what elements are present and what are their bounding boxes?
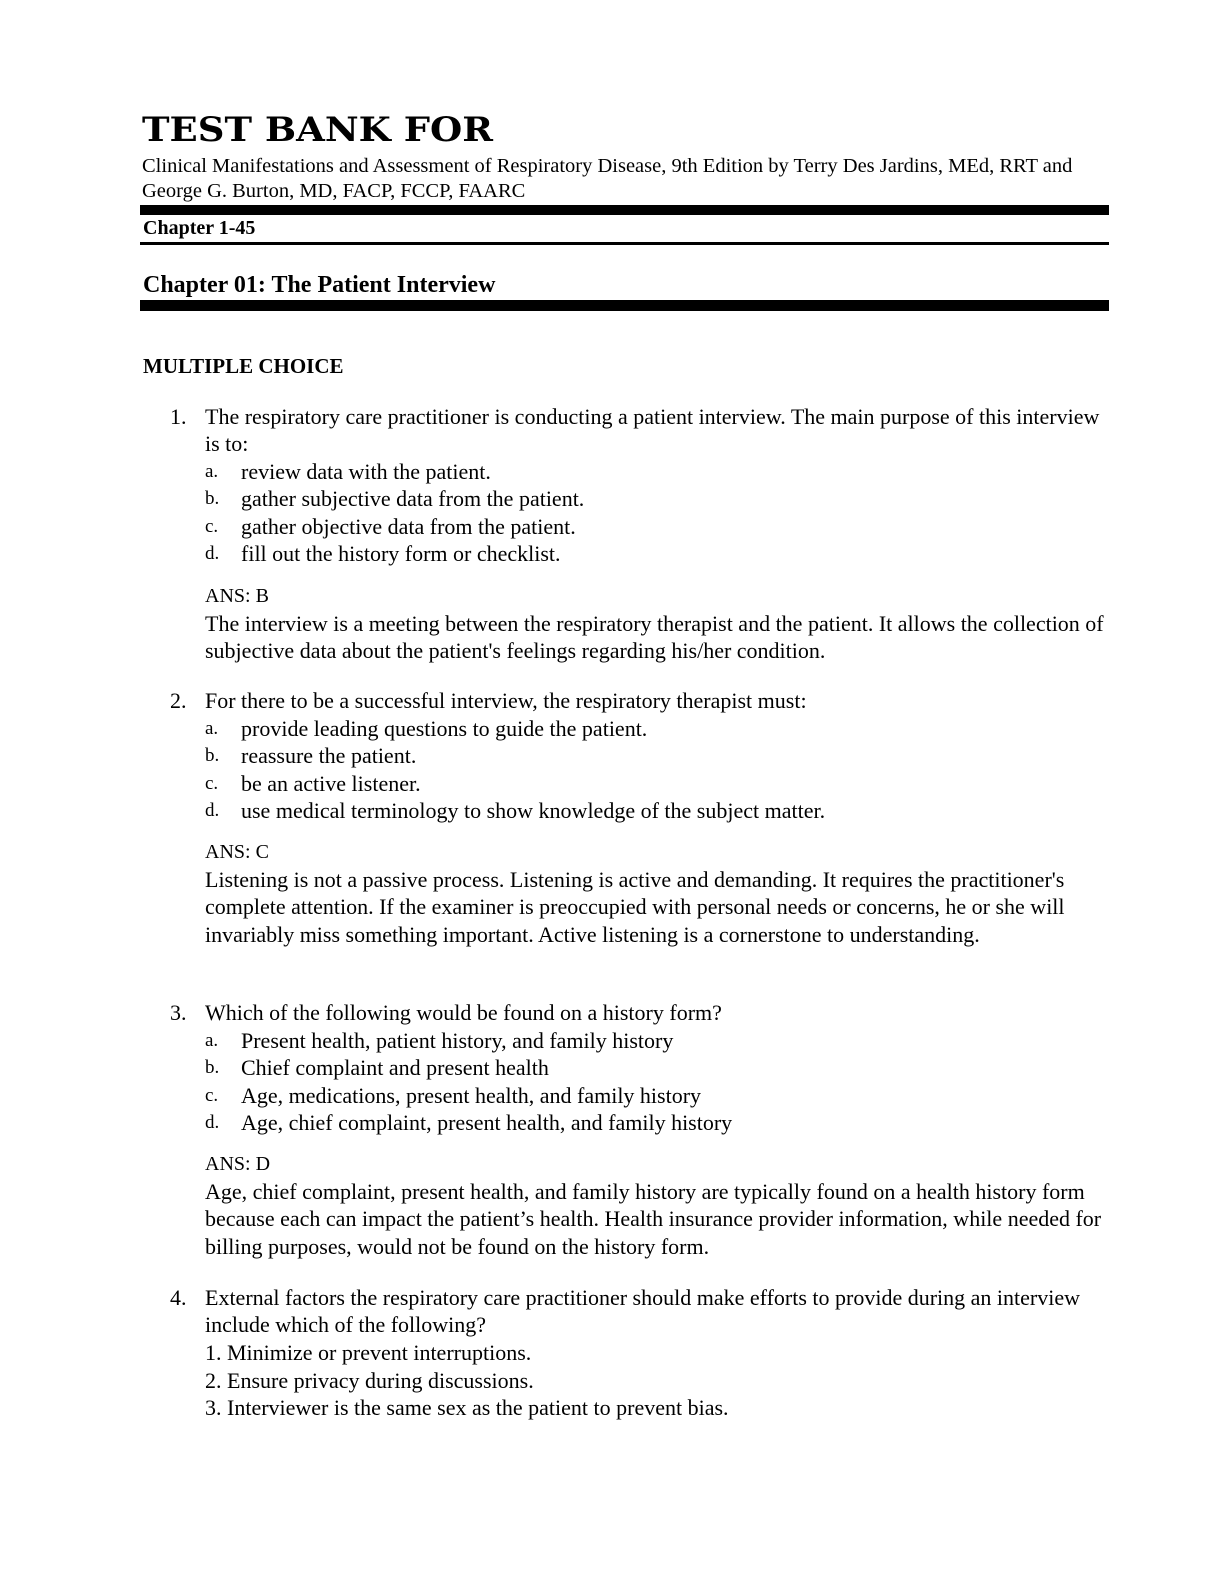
option-d <box>205 797 1105 824</box>
question-stem: The respiratory care practitioner is conducting a patient interview. The main purpose of this interview is to: <box>205 404 1100 457</box>
option-text: Present health, patient history, and family history <box>241 1028 674 1053</box>
option-letter: b. <box>205 488 220 509</box>
answer-rationale: Age, chief complaint, present health, and family history are typically found on a health history form because each can impact the patient’s health. Health insurance provider information, while needed for billing purposes, would not be found on the history form. <box>205 1179 1102 1259</box>
question-stem: External factors the respiratory care practitioner should make efforts to provide during an interview include which of the following? <box>205 1285 1080 1338</box>
question-stem: For there to be a successful interview, the respiratory therapist must: <box>205 688 807 713</box>
option-letter: d. <box>205 800 220 821</box>
option-text: fill out the history form or checklist. <box>241 541 561 566</box>
option-letter: c. <box>205 773 219 794</box>
thin-divider <box>140 242 1109 245</box>
question-number: 2. <box>170 688 187 713</box>
question-number: 1. <box>170 404 187 429</box>
option-c <box>205 1082 1105 1109</box>
option-c <box>205 770 1105 797</box>
option-d <box>205 1109 1105 1136</box>
option-b <box>205 485 1105 512</box>
answer-block <box>205 583 1105 665</box>
numbered-item-text: 1. Minimize or prevent interruptions. <box>205 1340 532 1365</box>
option-letter: c. <box>205 1085 219 1106</box>
option-text: Age, medications, present health, and family history <box>241 1083 702 1108</box>
option-b <box>205 1054 1105 1081</box>
option-text: Chief complaint and present health <box>241 1055 549 1080</box>
book-subtitle: Clinical Manifestations and Assessment of Respiratory Disease, 9th Edition by Terry Des Jardins, MEd, RRT and George G. Burton, MD, FACP, FCCP, FAARC <box>142 155 1073 202</box>
option-letter: a. <box>205 718 219 739</box>
answer-block <box>205 1151 1105 1260</box>
option-d <box>205 540 1105 567</box>
option-a <box>205 1027 1105 1054</box>
option-a <box>205 715 1105 742</box>
answer-key: ANS: C <box>205 841 269 863</box>
chapter-title: Chapter 01: The Patient Interview <box>143 272 496 298</box>
chapter-range: Chapter 1-45 <box>143 217 256 239</box>
option-a <box>205 458 1105 485</box>
option-letter: a. <box>205 1030 219 1051</box>
option-c <box>205 513 1105 540</box>
option-text: provide leading questions to guide the patient. <box>241 716 648 741</box>
chapter-divider <box>140 300 1109 311</box>
thick-divider <box>140 205 1109 215</box>
numbered-item-2 <box>205 1367 1105 1394</box>
section-heading: MULTIPLE CHOICE <box>143 354 344 378</box>
option-text: reassure the patient. <box>241 743 417 768</box>
question-number: 4. <box>170 1285 187 1310</box>
option-text: gather objective data from the patient. <box>241 514 576 539</box>
option-letter: c. <box>205 516 219 537</box>
numbered-item-text: 2. Ensure privacy during discussions. <box>205 1368 534 1393</box>
numbered-item-1 <box>205 1339 1105 1366</box>
answer-block <box>205 839 1105 948</box>
numbered-item-3 <box>205 1394 1105 1421</box>
option-text: be an active listener. <box>241 771 421 796</box>
option-text: Age, chief complaint, present health, and family history <box>241 1110 733 1135</box>
option-letter: b. <box>205 745 220 766</box>
option-b <box>205 742 1105 769</box>
answer-rationale: Listening is not a passive process. Listening is active and demanding. It requires the practitioner's complete attention. If the examiner is preoccupied with personal needs or concerns, he or she will invariably miss something important. Active listening is a cornerstone to understanding. <box>205 867 1065 947</box>
test-bank-title: TEST BANK FOR <box>142 109 493 150</box>
option-letter: b. <box>205 1057 220 1078</box>
option-letter: d. <box>205 543 220 564</box>
answer-key: ANS: B <box>205 585 269 607</box>
option-text: use medical terminology to show knowledge of the subject matter. <box>241 798 826 823</box>
option-text: review data with the patient. <box>241 459 491 484</box>
question-stem: Which of the following would be found on a history form? <box>205 1000 722 1025</box>
numbered-item-text: 3. Interviewer is the same sex as the patient to prevent bias. <box>205 1395 729 1420</box>
option-letter: d. <box>205 1112 220 1133</box>
option-text: gather subjective data from the patient. <box>241 486 585 511</box>
option-letter: a. <box>205 461 219 482</box>
answer-rationale: The interview is a meeting between the respiratory therapist and the patient. It allows the collection of subjective data about the patient's feelings regarding his/her condition. <box>205 611 1104 664</box>
answer-key: ANS: D <box>205 1153 271 1175</box>
question-number: 3. <box>170 1000 187 1025</box>
